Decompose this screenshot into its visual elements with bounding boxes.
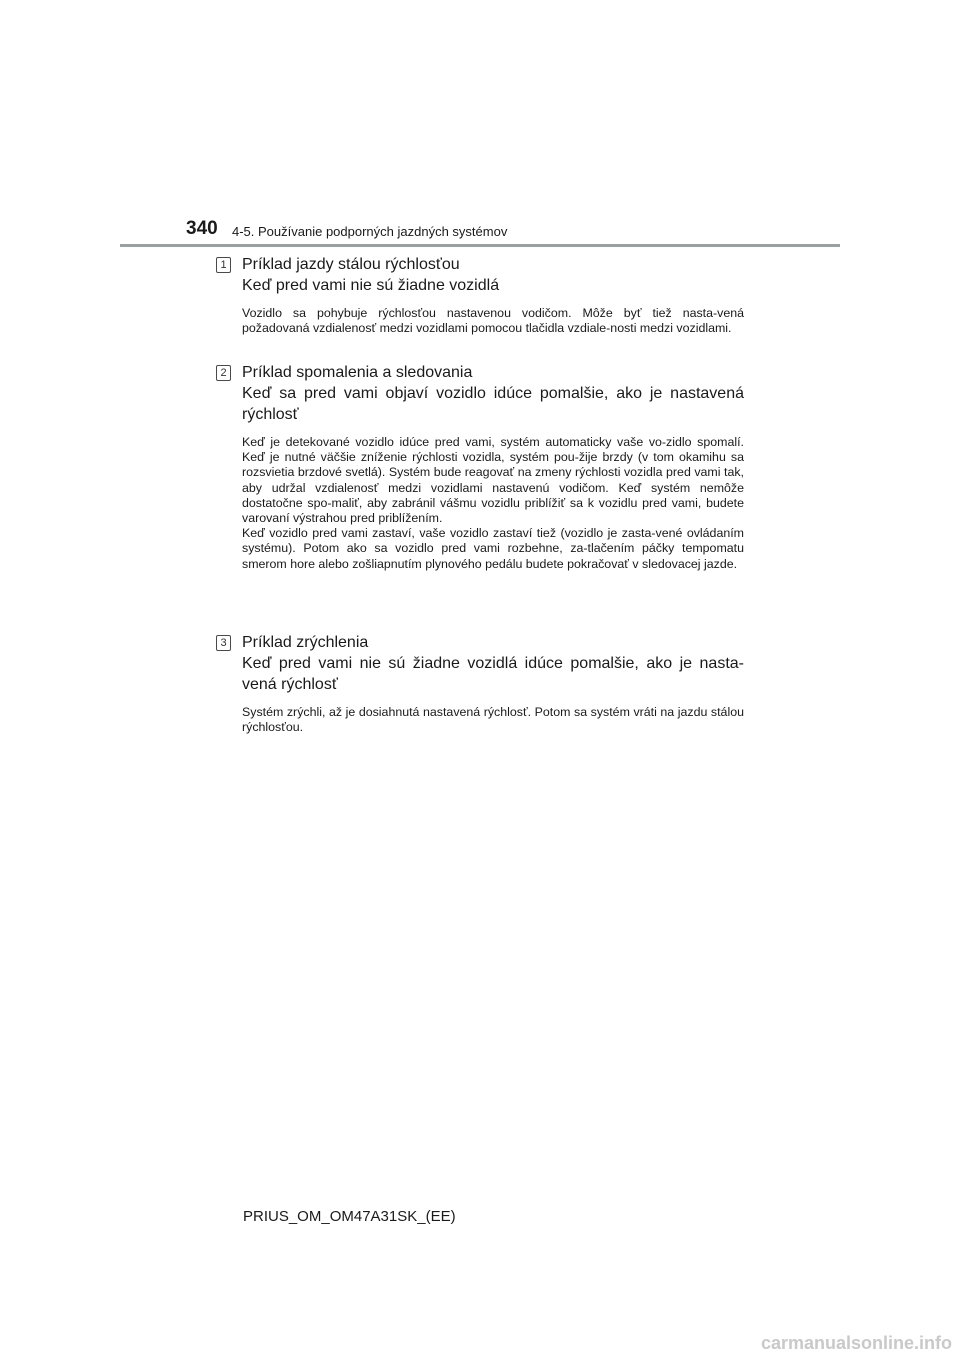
site-watermark[interactable]: carmanualsonline.info (760, 1333, 952, 1353)
item-heading (242, 362, 744, 425)
item-subtitle: Keď pred vami nie sú žiadne vozidlá idúce pomalšie, ako je nasta-vená rýchlosť (242, 655, 744, 693)
item-body: Systém zrýchli, až je dosiahnutá nastavená rýchlosť. Potom sa systém vráti na jazdu stálou rýchlosťou. (242, 705, 744, 735)
page-number: 340 (186, 218, 218, 239)
item-title: Príklad jazdy stálou rýchlosťou (242, 256, 460, 273)
item-title: Príklad spomalenia a sledovania (242, 364, 473, 381)
list-item-2 (216, 362, 744, 572)
list-item-1 (216, 254, 744, 336)
item-body-paragraph-2: Keď vozidlo pred vami zastaví, vaše vozidlo zastaví tiež (vozidlo je zasta-vené ovládaním systému). Potom ako sa vozidlo pred vami rozbehne, za-tlačením páčky tempomatu smerom hore alebo zošliapnutím plynového pedálu budete pokračovať v sledovacej jazde. (242, 526, 744, 571)
list-item-3 (216, 632, 744, 735)
item-body (242, 435, 744, 572)
item-number-badge: 1 (216, 257, 231, 273)
item-body: Vozidlo sa pohybuje rýchlosťou nastavenou vodičom. Môže byť tiež nasta-vená požadovaná vzdialenosť medzi vozidlami pomocou tlačidla vzdiale-nosti medzi vozidlami. (242, 306, 744, 336)
item-body-paragraph-1: Keď je detekované vozidlo idúce pred vami, systém automaticky vaše vo-zidlo spomalí. Keď je nutné väčšie zníženie rýchlosti vozidla, systém pou-žije brzdy (v tom okamihu sa rozsvietia brzdové svetlá). Systém bude reagovať na zmeny rýchlosti vozidla pred vami tak, aby udržal vzdialenosť medzi vozidlami nastavenú vodičom. Keď systém nemôže dostatočne spo-maliť, aby zabránil vášmu vozidlu priblížiť sa k vozidlu pred vami, budete varovaní výstrahou pred priblížením. (242, 435, 744, 526)
header-rule (120, 244, 840, 247)
item-heading (242, 632, 744, 695)
chapter-title: 4-5. Používanie podporných jazdných systémov (232, 224, 508, 239)
item-number-badge: 2 (216, 365, 231, 381)
item-title: Príklad zrýchlenia (242, 634, 369, 651)
item-number-badge: 3 (216, 635, 231, 651)
item-heading (242, 254, 744, 296)
document-code: PRIUS_OM_OM47A31SK_(EE) (243, 1208, 456, 1225)
item-subtitle: Keď pred vami nie sú žiadne vozidlá (242, 277, 500, 294)
item-subtitle: Keď sa pred vami objaví vozidlo idúce pomalšie, ako je nastavená rýchlosť (242, 385, 744, 423)
